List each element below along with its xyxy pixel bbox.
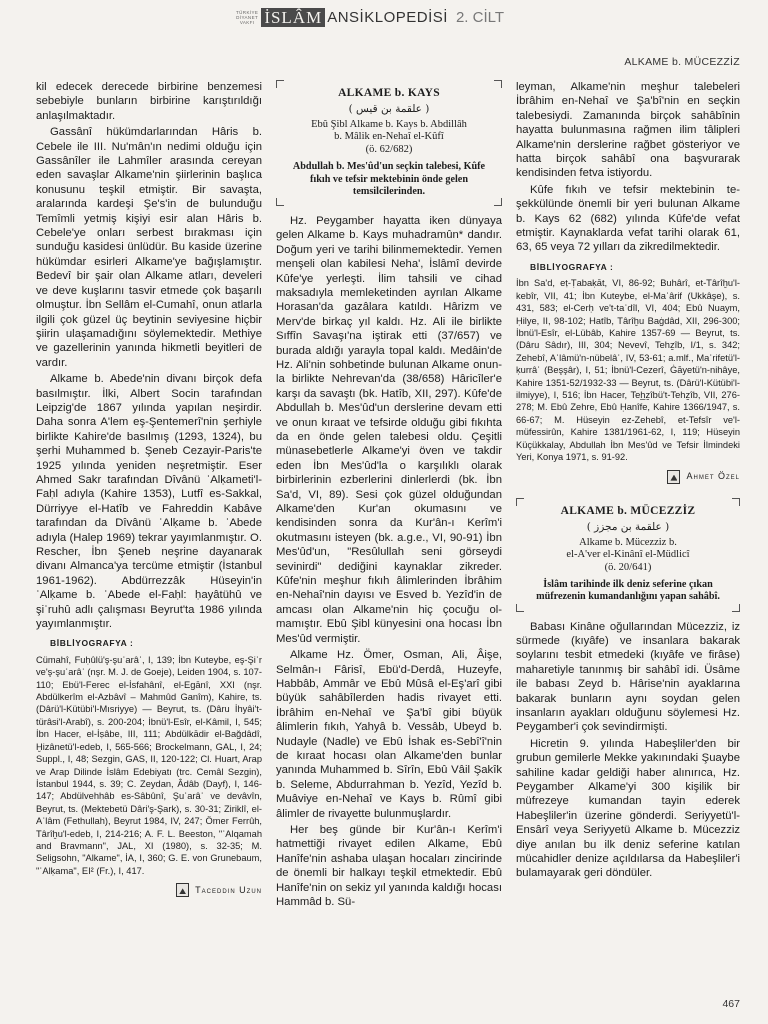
bibliography-heading: BİBLİYOGRAFYA : [530,261,614,272]
author-signature [516,469,740,483]
author-name: Ahmet Özel [686,471,740,482]
paragraph: Gassânî hükümdarlarından Hâris b. Cebele ile III. Nu'mân'ın nedimi olduğu için Gassânîler ile Lahmîler arasında cereyan eden savaşlar Alkame'nin şiirlerinin başlıca konusunu teşkil etmiştir. Bir savaşta, aralarında kardeşi Şe's'in de bulunduğu Temîmli yetmiş kişiyi esir alan Hâris b. Cebele'ye onları serbest bırakması için sunduğu kasidesi ünlüdür. Bu kaside üzerine hükümdar esirleri Alkame'ye bağışlamıştır. Bedevî bir şair olan Alkame atları, develeri ve deve kuşlarını tasvir etmede çok başarılı olmuştur. İbn Sellâm el-Cumahî, onun atlarla ilgili çok güzel üç beytinin seviyesine hiçbir şiirin ulaşamadığını söylemektedir. Methiye ve gazellerinin yanında hikmetli beyitleri de vardır. [36,126,262,369]
running-head: ALKAME b. MÜCEZZİZ [624,56,740,68]
paragraph: leyman, Alkame'nin meşhur talebeleri İbrâhim en-Nehaî ve Şa'bî'nin en seçkin talebesiydi. Zamanında birçok sahâbînin hayatta bulunmasına rağmen ilim tâlipleri Alkame'nin derslerine rağbet gösteriyor ve hatta birçok sahâbî ona başvurarak kendisinden fetva istiyordu. [516,81,740,180]
bibliography-heading: BİBLİYOGRAFYA : [50,638,134,649]
entry-header-box [276,80,502,206]
paragraph: Her beş günde bir Kur'ân-ı Kerîm'i hatmettiği rivayet edilen Alkame, Ebû Hanîfe'nin ashaba ulaşan hocaları zincirinde de önemli bir halkayı teşkil etmektedir. Ebû Hanîfe'nin on sekiz yıl yanında kaldığı hocası Hammâd b. Sü- [276,823,502,909]
entry-arabic-name: ( علقمة بن قيس ) [348,103,430,116]
author-mark-icon [176,883,189,897]
entry-summary: Abdullah b. Mes'ûd'un seçkin talebesi, Kûfe fıkıh ve tefsir mektebinin önde gelen temsilcilerinden. [292,161,486,197]
entry-death-date: (ö. 62/682) [365,143,413,155]
entry-header-box [516,498,740,612]
bibliography: Cümahî, Fuḥûlü'ş-şuʿarâʾ, I, 139; İbn Kuteybe, eş-Şiʿr ve'ş-şuʿarâʾ (nşr. M. J. de Goeje), Leiden 1904, s. 107-110; Ebü'l-Ferec el-İsfahânî, el-Egānî, XXI (nşr. Abdülkerîm el-Azbâvî – Mahmûd Ganîm), Kahire, ts. (Dârü'l-Kütübi'l-Mısriyye) — Beyrut, ts. (Dâru İhyâi't-türâsi'l-Arabî), s. 200-204; İbnü'l-Esîr, el-Kâmil, I, 545; İbn Hacer, el-İṣâbe, III, 111; Abdülkādir el-Bağdâdî, Ḫizânetü'l-edeb, I, 565-566; Brockelmann, GAL, I, 24; Suppl., I, 48; Sezgin, GAS, II, 120-122; Cl. Huart, Arap ve Arap Dilinde İslâm Edebiyatı (trc. Cemâl Sezgin), İstanbul 1944, s. 39; C. Zeydan, Âdâb (Dayf), I, 146-147; Abdülvehhâb es-Sâbûnî, Şuʿarâʾ ve devâvîn, Beyrut, ts. (Mektebetü Dâri'ş-Şark), s. 30-31; Ziriklî, el-Aʿlâm (Fethullah), Beyrut 1984, IV, 247; Ömer Ferrûh, Târîḫu'l-edeb, I, 214-216; A. F. L. Beeston, "ʿAlqamah and Bravmann", JAL, XI (1980), s. 32-35; M. Seligsohn, "Alkame", İA, I, 360; G. E. von Grunebaum, "ʿAlḳama", EI² (Fr.), I, 417. [36,654,262,876]
entry-fullname: Alkame b. Mücezziz b. [579,536,677,548]
entry-fullname: Ebû Şibl Alkame b. Kays b. Abdillâh [311,118,467,130]
bibliography: İbn Sa'd, eṭ-Ṭabaḳāt, VI, 86-92; Buhârî, et-Târîḫu'l-kebîr, VII, 41; İbn Kuteybe, el-Maʿârif (Ukkâşe), s. 431, 583; el-Cerḥ ve't-taʿdîl, VI, 404; Ebû Nuaym, Ḥilye, II, 98-102; Hatîb, Târîḫu Baġdâd, XII, 296-300; İbnü'l-Esîr, el-Lübâb, Kahire 1357-69 — Beyrut, ts. (Dâru Sâdır), III, 304; Nevevî, Tehẕîb, I/1, s. 342; Zehebî, Aʿlâmü'n-nübelâʾ, IV, 53-61; a.mlf., Maʿrifetü'l-ḳurrâʾ (Beşşâr), I, 51; İbnü'l-Cezerî, Ġāyetü'n-nihâye, Kahire 1351-52/1932-33 — Beyrut, ts. (Dârü'l-Kütübi'l-ilmiyye), I, 516; İbn Hacer, Teh̲ẕîbü't-Tehẕîb, VII, 276-278; M. Ebû Zehre, Ebû Ḥanîfe, Kahire 1366/1947, s. 66-67; M. Hüseyin ez-Zehebî, et-Tefsîr ve'l-müfessirûn, Kahire 1381/1961-62, I, 119; Hüseyin Küçükkalay, Abdullah İbn Mes'ûd ve Tefsir İlmindeki Yeri, Konya 1971, s. 91-92. [516,278,740,462]
author-mark-icon [667,470,680,484]
publisher-mark: TÜRKİYE DİYANET VAKFI [236,9,259,25]
author-name: Taceddin Uzun [195,885,262,896]
paragraph: Kûfe fıkıh ve tefsir mektebinin teşekkülünde önemli bir yeri bulunan Alkame b. Kays 62 (682) yılında Kûfe'de vefat etmiştir. Kaynaklarda vefat tarihi olarak 61, 63, 65 veya 72 yılları da zikredilmektedir. [516,183,740,254]
column-2 [276,80,502,909]
page-number: 467 [722,998,740,1010]
entry-summary: İslâm tarihinde ilk deniz seferine çıkan müfrezenin kumandanlığını yapan sahâbî. [536,579,720,603]
column-1 [36,80,262,898]
entry-arabic-name: ( علقمة بن مجزز ) [586,521,670,534]
logo-islam: İSLÂM [261,8,325,27]
paragraph: Hz. Peygamber hayatta iken dünyaya gelen Alkame b. Kays muhadramûn* dandır. Doğum yeri ve tarihi bilinmemektedir. Yemen menşeli olan kabilesi Neha', İslâmî devirde Kûfe'ye yerleşti. İlim tahsili ve cihad maksadıyla memleketinden ayrılan Alkame Horasan'da gazâlara katıldı. Hârizm ve Merv'de birkaç yıl kaldı. Hz. Ali ile birlikte Sıffîn Savaşı'na iştirak etti (37/657) ve burada aldığı yarayla topal kaldı. Medâin'de Hz. Ali'nin sohbetinde bulunan Alkame onunla birlikte Nehrevan'da (38/658) Hâricîler'e karşı da savaştı (bk. Hatîb, XII, 297). Kûfe'de Abdullah b. Mes'ûd'un derslerine devam etti ve onun kıraat ve tefsirde olduğu gibi fıkıhta da en önde gelen talebesi oldu. Çeşitli münasebetlerle Alkame'yi öven ve takdir eden İbn Mes'ûd'la o karşılıklı olarak birbirlerinin ezberlerini dinlerlerdi (bk. İbn Sa'd, VI, 89). Sesi çok güzel olduğundan Alkame'den Kur'an okumasını ve kendisinden sonra da Kur'ân-ı Kerîm'i okutmasını isteyen (bk. a.g.e., VI, 90-91) İbn Mes'ûd'un, "Resûlullah seni görseydi sevinirdi" dediğini kaynaklar zikreder. Kûfe'nin meşhur fıkıh âlimlerinden İbrâhim en-Nehaî'nin dayısı ve Esved b. Yezîd'in de amcası olan Alkame'nin hiç çocuğu olmamıştır. Ebû Şibl künyesini ona hocası İbn Mes'ûd vermiştir. [276,214,502,645]
entry-fullname-cont: b. Mâlik en-Nehaî el-Kûfî [334,131,444,143]
paragraph: Hicretin 9. yılında Habeşliler'den bir grubun gemilerle Mekke yakınındaki Şuaybe sahiline kadar geldiği haber alınırıca, Hz. Peygamber Alkame'yi 300 kişilik bir müfrezeye kumandan tayin ederek Habeşliler'in üzerine gönderdi. Seriyyetü'l-Ensârî veya Seriyyetü Alkame b. Mücezziz diye anılan bu ilk deniz seferine katılan mücahidler denize açıldılarsa da Habeşliler'i bulamayarak geri döndüler. [516,737,740,880]
paragraph: Alkame b. Abede'nin divanı birçok defa basılmıştır. İlki, Albert Socin tarafından Leipzig'de 1867 yılında yapılan neşirdir. Daha sonra A'lem eş-Şentemerî'nin şerhiyle birlikte Kahire'de basılmış (1293, 1324), bu şerhi Muhammed b. Şeneb Cezayir-Paris'te 1925 yılında yeniden neşretmiştir. Eser Ahmed Sakr tarafından Dîvânü ʿAlḳameti'l-Faḥl adıyla (Kahire 1353), Lutfî es-Sakkal, Dürriyye el-Hatîb ve Fahreddin Kabâve tarafından da Dîvânü ʿAlḳame b. ʿAbede adıyla (Halep 1969) tekrar yayımlanmıştır. O. Rescher, İbn Şeneb neşrine dayanarak divanı Almanca'ya tercüme etmiştir (İstanbul 1961-1962). Abdürrezzâk Hüseyin'in ʿAlḳame b. ʿAbede el-Faḥl: ḥayâtühû ve şiʿruhû adlı çalışması Beyrut'ta 1986 yılında yayımlanmıştır. [36,373,262,631]
masthead [236,6,504,28]
logo-ansiklopedisi: ANSİKLOPEDİSİ [327,8,448,26]
entry-title: ALKAME b. MÜCEZZİZ [560,504,696,517]
paragraph: Alkame Hz. Ömer, Osman, Ali, Âişe, Selmân-ı Fârisî, Ebü'd-Derdâ, Huzeyfe, Habbâb, Ammâr ve Ebû Mûsâ el-Eş'arî gibi büyük sahâbîlerden hadis rivayet etti. İbrâhim en-Nehaî ve Şa'bî gibi büyük âlimlerin fıkıh, Yahyâ b. Vessâb, Ubeyd b. Nudayle (Nadle) ve Ebû İshak es-Sebî'î'nin de kıraat hocası olan Alkame'den bunlar yanında Muhammed b. Sîrîn, Ebû Vâil Şakîk b. Seleme, Abdurrahman b. Yezîd, Yezîd b. Muâviye en-Nehaî ve Kays b. Rûmî gibi âlimler de rivayette bulunmuşlardır. [276,649,502,820]
paragraph: Babası Kinâne oğullarından Mücezziz, iz sürmede (kıyâfe) ve insanlara bakarak soylarını tesbit etmedeki (kıyâfe ve firâse) maharetiyle tanınmış bir sahâbî idi. Üsâme ile babası Zeyd b. Hârise'nin ayaklarına bakarak bunların aynı soydan gelen insanların ayakları olduğunu söylemesi Hz. Peygamber'i çok sevindirmişti. [516,620,740,734]
entry-title: ALKAME b. KAYS [338,87,440,99]
column-3 [516,80,740,881]
paragraph: kil edecek derecede birbirine benzemesi sebebiyle bunların birbirine karıştırıldığı anlaşılmaktadır. [36,81,262,122]
author-signature [36,883,262,897]
volume-label: 2. CİLT [455,8,505,26]
entry-death-date: (ö. 20/641) [604,561,652,573]
entry-fullname-cont: el-A'ver el-Kinânî el-Müdlicî [566,549,690,561]
